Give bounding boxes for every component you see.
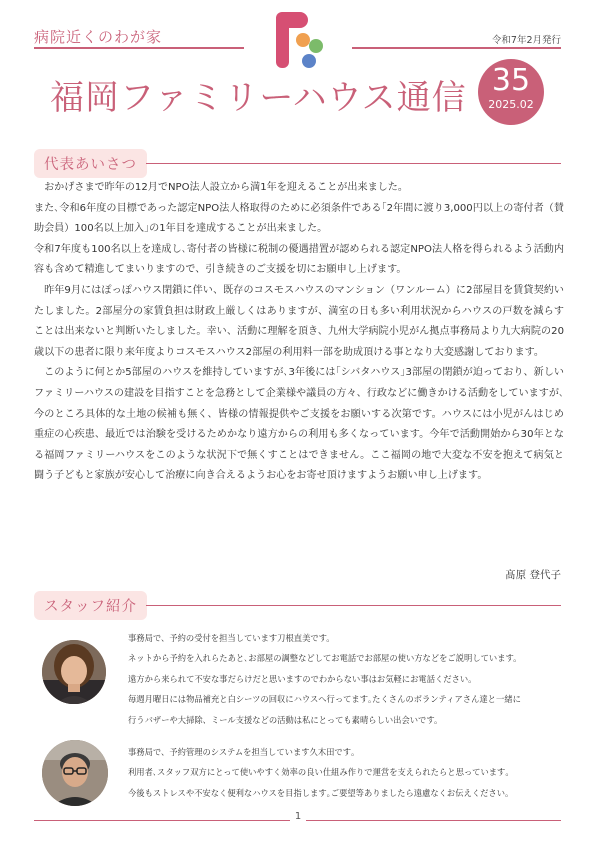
- staff-bio-line: 利用者､スタッフ双方にとって使いやすく効率の良い仕組み作りで運営を支えられたらと思っています｡: [128, 767, 510, 778]
- publication-date: 令和7年2月発行: [491, 35, 561, 46]
- staff-bio-line: ネットから予約を入れらたあと､お部屋の調整などしてお電話でお部屋の使い方などをご説明しています。: [128, 653, 522, 664]
- newsletter-title: 福岡ファミリーハウス通信: [50, 78, 467, 118]
- greeting-paragraph: おかげさまで昨年の12月でNPO法人設立から満1年を迎えることが出来ました。: [44, 182, 408, 193]
- staff-bio-line: 今後もストレスや不安なく便利なハウスを目指します｡ご要望等ありましたら遠慮なくお伝えください。: [128, 787, 514, 798]
- tagline: 病院近くのわが家: [34, 28, 163, 46]
- greeting-body: [34, 178, 564, 487]
- greeting-paragraph: 令和7年度も100名以上を達成し､寄付者の皆様に税制の優遇措置が認められる認定NPO法人格を得られるよう活動内容も含めて精進してまいりますので、引き続きのご支援を切にお願申し上げます。: [34, 243, 564, 276]
- greeting-heading: 代表あいさつ: [34, 149, 147, 178]
- issue-date: 2025.02: [488, 98, 534, 111]
- header-rule-left: [34, 47, 244, 49]
- staff-heading-rule: [146, 605, 561, 606]
- staff-bio-2: [128, 742, 568, 803]
- staff-bio-line: 行うバザーや大掃除、ミール支援などの活動は私にとっても素晴らしい出会いです。: [128, 714, 443, 725]
- staff-bio-1: [128, 628, 568, 730]
- staff-avatar-2: [42, 740, 108, 806]
- header-rule-right: [352, 47, 561, 49]
- staff-bio-line: 毎週月曜日には物品補充と白シーツの回収にハウスへ行ってます｡たくさんのボランティアさん達と一緒に: [128, 694, 521, 705]
- greeting-paragraph: このように何とか5部屋のハウスを維持していますが､3年後には｢シバタハウス｣3部屋の閉鎖が迫っており、新しいファミリーハウスの建設を目指すことを急務として企業様や議員の方々、行政などに働きかける活動をしていますが､今のところ具体的な土地の候補も無く、皆様の情報提供やご支援をお願いする次第です。ハウスには小児がんはじめ重症の心疾患、最近では治験を受けるためかなり遠方からの利用も多くなっています。今年で活動開始から30年となる福岡ファミリーハウスをこのような状況下で無くすことはできません。ここ福岡の地で大変な不安を抱えて病気と闘う子どもと家族が安心して治療に向き合えるようお心をお寄せ頂けますようお願い申し上げます。: [34, 367, 564, 482]
- issue-number: 35: [491, 63, 531, 98]
- staff-bio-line: 遠方から来られて不安な事だらけだと思いますのでわからない事はお気軽にお電話ください。: [128, 673, 477, 684]
- logo-dot-green: [309, 39, 323, 53]
- logo-dot-blue: [302, 54, 316, 68]
- logo-f-bar: [282, 12, 308, 28]
- staff-bio-line: 事務局で、予約の受付を担当しています刀根直美です。: [128, 633, 335, 643]
- page-number: 1: [290, 811, 306, 822]
- logo-dot-orange: [296, 33, 310, 47]
- logo-icon: [270, 10, 326, 70]
- greeting-paragraph: 昨年9月にはぽっぽハウス閉鎖に伴い、既存のコスモスハウスのマンション（ワンルーム）に2部屋目を賃貸契約いたしました。2部屋分の家賃負担は財政上厳しくはありますが、満室の日も多い利用状況からハウスの戸数を減らすことは出来ないと判断いたしました。幸い、活動に理解を頂き、九州大学病院小児がん拠点事務局より九大病院の20歳以下の患者に限り来年度よりコスモスハウス2部屋の利用料一部を助成頂ける事となり大変感謝しております。: [34, 284, 564, 358]
- author-name: 髙原 登代子: [505, 569, 561, 581]
- greeting-heading-rule: [146, 163, 561, 164]
- staff-bio-line: 事務局で、予約管理のシステムを担当しています久木田です｡: [128, 747, 356, 757]
- staff-avatar-1: [42, 640, 106, 704]
- issue-badge: [478, 59, 544, 125]
- greeting-paragraph: また､令和6年度の目標であった認定NPO法人格取得のために必須条件である｢2年間に渡り3,000円以上の寄付者（賛助会員）100名以上加入｣の1年目を達成することが出来ました。: [34, 202, 564, 235]
- staff-heading: スタッフ紹介: [34, 591, 147, 620]
